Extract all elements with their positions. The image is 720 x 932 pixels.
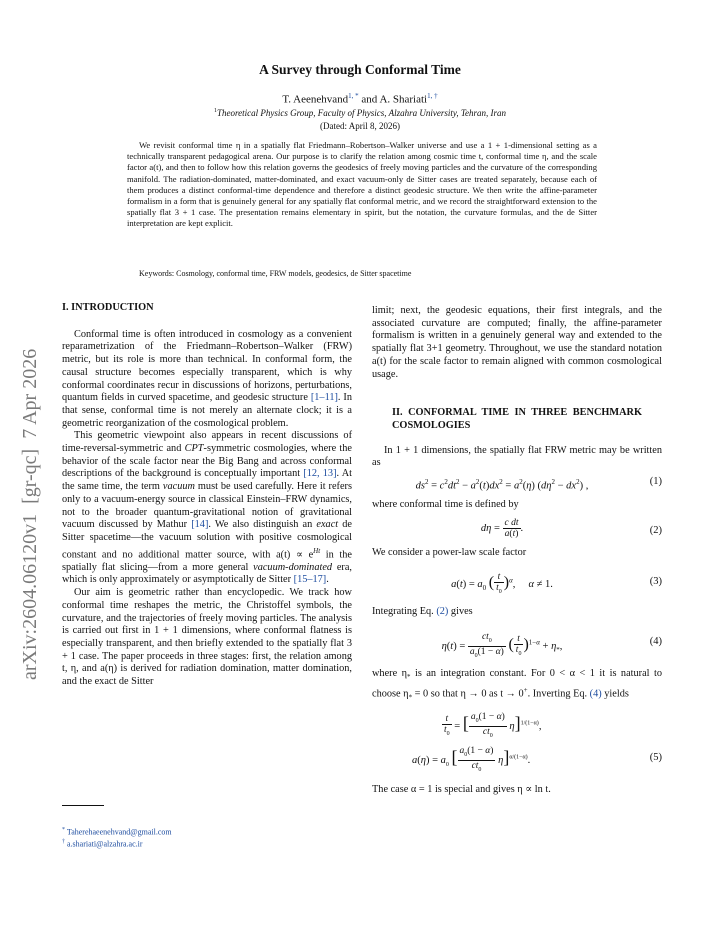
left-column [62,302,352,689]
paragraph: The case α = 1 is special and gives η ∝ ln t. [372,784,551,796]
citation-link[interactable]: [12, 13] [303,468,337,480]
author-footnote-link[interactable]: 1, * [348,92,359,100]
author-line [0,92,720,106]
citation-link[interactable]: [15–17] [293,574,327,586]
author-conjunction: and [361,93,378,106]
equation-1: $ds^2 = c^2dt^2 - a^2(t)dx^2 = a^2(\eta) (d\eta^2 - dx^2)$ , (1) [415,476,662,492]
paragraph: Integrating Eq. (2) gives [372,606,473,618]
author-footnote-link[interactable]: 1, † [427,92,438,100]
author-name: T. Aeenehvand [282,93,349,106]
paragraph: Conformal time is often introduced in cosmology as a convenient reparametrization of the Friedmann–Robertson–Walker (FRW) metric, but its role is more than technical. In conformal form, the causal structure becomes especially transparent, which is why conformal coordinates recur in discussions of horizons, perturbations, quantum fields in curved spacetime, and geodesic structure [1–11]. In that sense, conformal time is not merely an alternate clock; it is a geometric reorganization of the cosmological problem. [62,328,352,429]
equation-3: $a(t) = a_0$ ( $\frac{t}{t_0}$ )$^\alpha$, α ≠ 1. (3) [451,572,662,596]
equation-ref-link[interactable]: (4) [589,688,602,700]
email-link[interactable]: a.shariati@alzahra.ac.ir [67,839,143,849]
citation-link[interactable]: [1–11] [310,392,338,404]
author-name: A. Shariati [379,93,428,106]
arxiv-sidebar-stamp [4,270,48,690]
equation-number: (1) [649,476,662,488]
paragraph: We consider a power-law scale factor [372,546,527,558]
equation-2: dη = $\frac{\text{c dt}}{a(t)}$ . (2) [480,517,662,539]
paragraph: Our aim is geometric rather than encyclopedic. We track how conformal time reshapes the metric, the Christoffel symbols, the curvature, and the trajectories of freely moving particles. The analysis is carried out first in 1 + 1 dimensions, where conformal flatness is especially transparent, and then briefly extended to the spatially flat 3 + 1 case. The paper proceeds in three stages: first, the relation among t, η, and a(η) is derived for radiation domination, matter domination, and the exact de Sitter [62,587,352,688]
paper-title: A Survey through Conformal Time [259,62,461,77]
equation-number: (3) [649,576,662,588]
paragraph: where conformal time is defined by [372,499,519,511]
equation-number: (2) [649,524,662,536]
paragraph: where $\eta_*$ is an integration constant. For 0 < α < 1 it is natural to choose $\eta_* = 0$ so that η → 0 as t → 0+. Inverting Eq. (4) yields [372,668,662,702]
paragraph: In 1 + 1 dimensions, the spatially flat FRW metric may be written as [372,444,662,469]
equation-5: $\frac{t}{t_0}$ = [ $\frac{a_0(1 - \alpha)}{ct_0}$ η]$^{1/(1-\alpha)}$, $a(\eta) = a_0$ [ $\frac{a_0(1 - \alpha)}{ct_0}$ η]$^{\alpha/(1-\alpha)}$. (5) [412,712,662,773]
paragraph: This geometric viewpoint also appears in recent discussions of time-reversal-symmetric and CPT-symmetric cosmologies, where the behavior of the scale factor near the Big Bang and across conformal descriptions of the background is conceptually important [12, 13]. At the same time, the term vacuum must be used carefully. Here it refers only to a vacuum-energy source in classical Einstein–FRW dynamics, not to the broader quantum-gravitational notion of gravitational vacuum discussed by Mathur [14]. We also distinguish an exact de Sitter spacetime—the vacuum solution with positive cosmological constant and no additional matter source, with $a(t) \propto e^{Ht}$ in the spatially flat slicing—from a more general vacuum-dominated era, which is only approximately or asymptotically de Sitter [15–17]. [62,430,353,586]
equation-number: (5) [649,752,662,764]
section-heading: I. INTRODUCTION [62,302,154,313]
date-line: (Dated: April 8, 2026) [320,121,400,131]
footnote-email: † a.shariati@alzahra.ac.ir [62,839,143,849]
arxiv-identifier: arXiv:2604.06120v1 [gr-qc] 7 Apr 2026 [19,348,41,680]
footnote-rule [62,805,104,806]
equation-ref-link[interactable]: (2) [436,606,449,618]
equation-4: η(t) = $\frac{ct_0}{a_0(1 - \alpha)}$ ( $\frac{t}{t_0}$ )$^{1-\alpha} + \eta_*$, (4) [441,632,662,659]
affiliation: $^1$Theoretical Physics Group, Faculty of Physics, Alzahra University, Tehran, Iran [213,108,507,118]
right-column [372,305,662,797]
section-heading: II. CONFORMAL TIME IN THREE BENCHMARK COSMOLOGIES [392,407,642,431]
citation-link[interactable]: [14] [191,519,209,531]
email-link[interactable]: Taherehaeenehvand@gmail.com [66,827,172,837]
abstract: We revisit conformal time η in a spatially flat Friedmann–Robertson–Walker universe and use a 1 + 1-dimensional setting as a technically transparent pedagogical arena. Our purpose is to clarify the relation among cosmic time t, conformal time η, and the scale factor a(t), and then to follow how this relation governs the geodesics of freely moving particles and the curvature of the corresponding manifold. The radiation-dominated, matter-dominated, and exact vacuum-only de Sitter cases are treated separately, because each of them produces a distinct conformal-time dependence and therefore a distinct geodesic structure. We then write the affine-parameter formalism in a form that is genuinely general for any spatially flat conformal metric, and we record the straightforward extension to the spatially flat 3 + 1 case. The presentation remains elementary in spirit, but the notation, the curvature formulas, and the de Sitter interpretation are kept explicit. [127,140,597,229]
equation-number: (4) [649,636,662,648]
paragraph: limit; next, the geodesic equations, their first integrals, and the associated curvature are computed; finally, the affine-parameter formalism is written in a genuinely general way and extended to the spatially flat 3+1 geometry. Throughout, we use the standard notation a(t) for the scale factor to remain aligned with common cosmological usage. [372,305,662,380]
footnote-email: * Taherehaeenehvand@gmail.com [62,827,172,837]
keywords: Keywords: Cosmology, conformal time, FRW models, geodesics, de Sitter spacetime [139,269,412,278]
